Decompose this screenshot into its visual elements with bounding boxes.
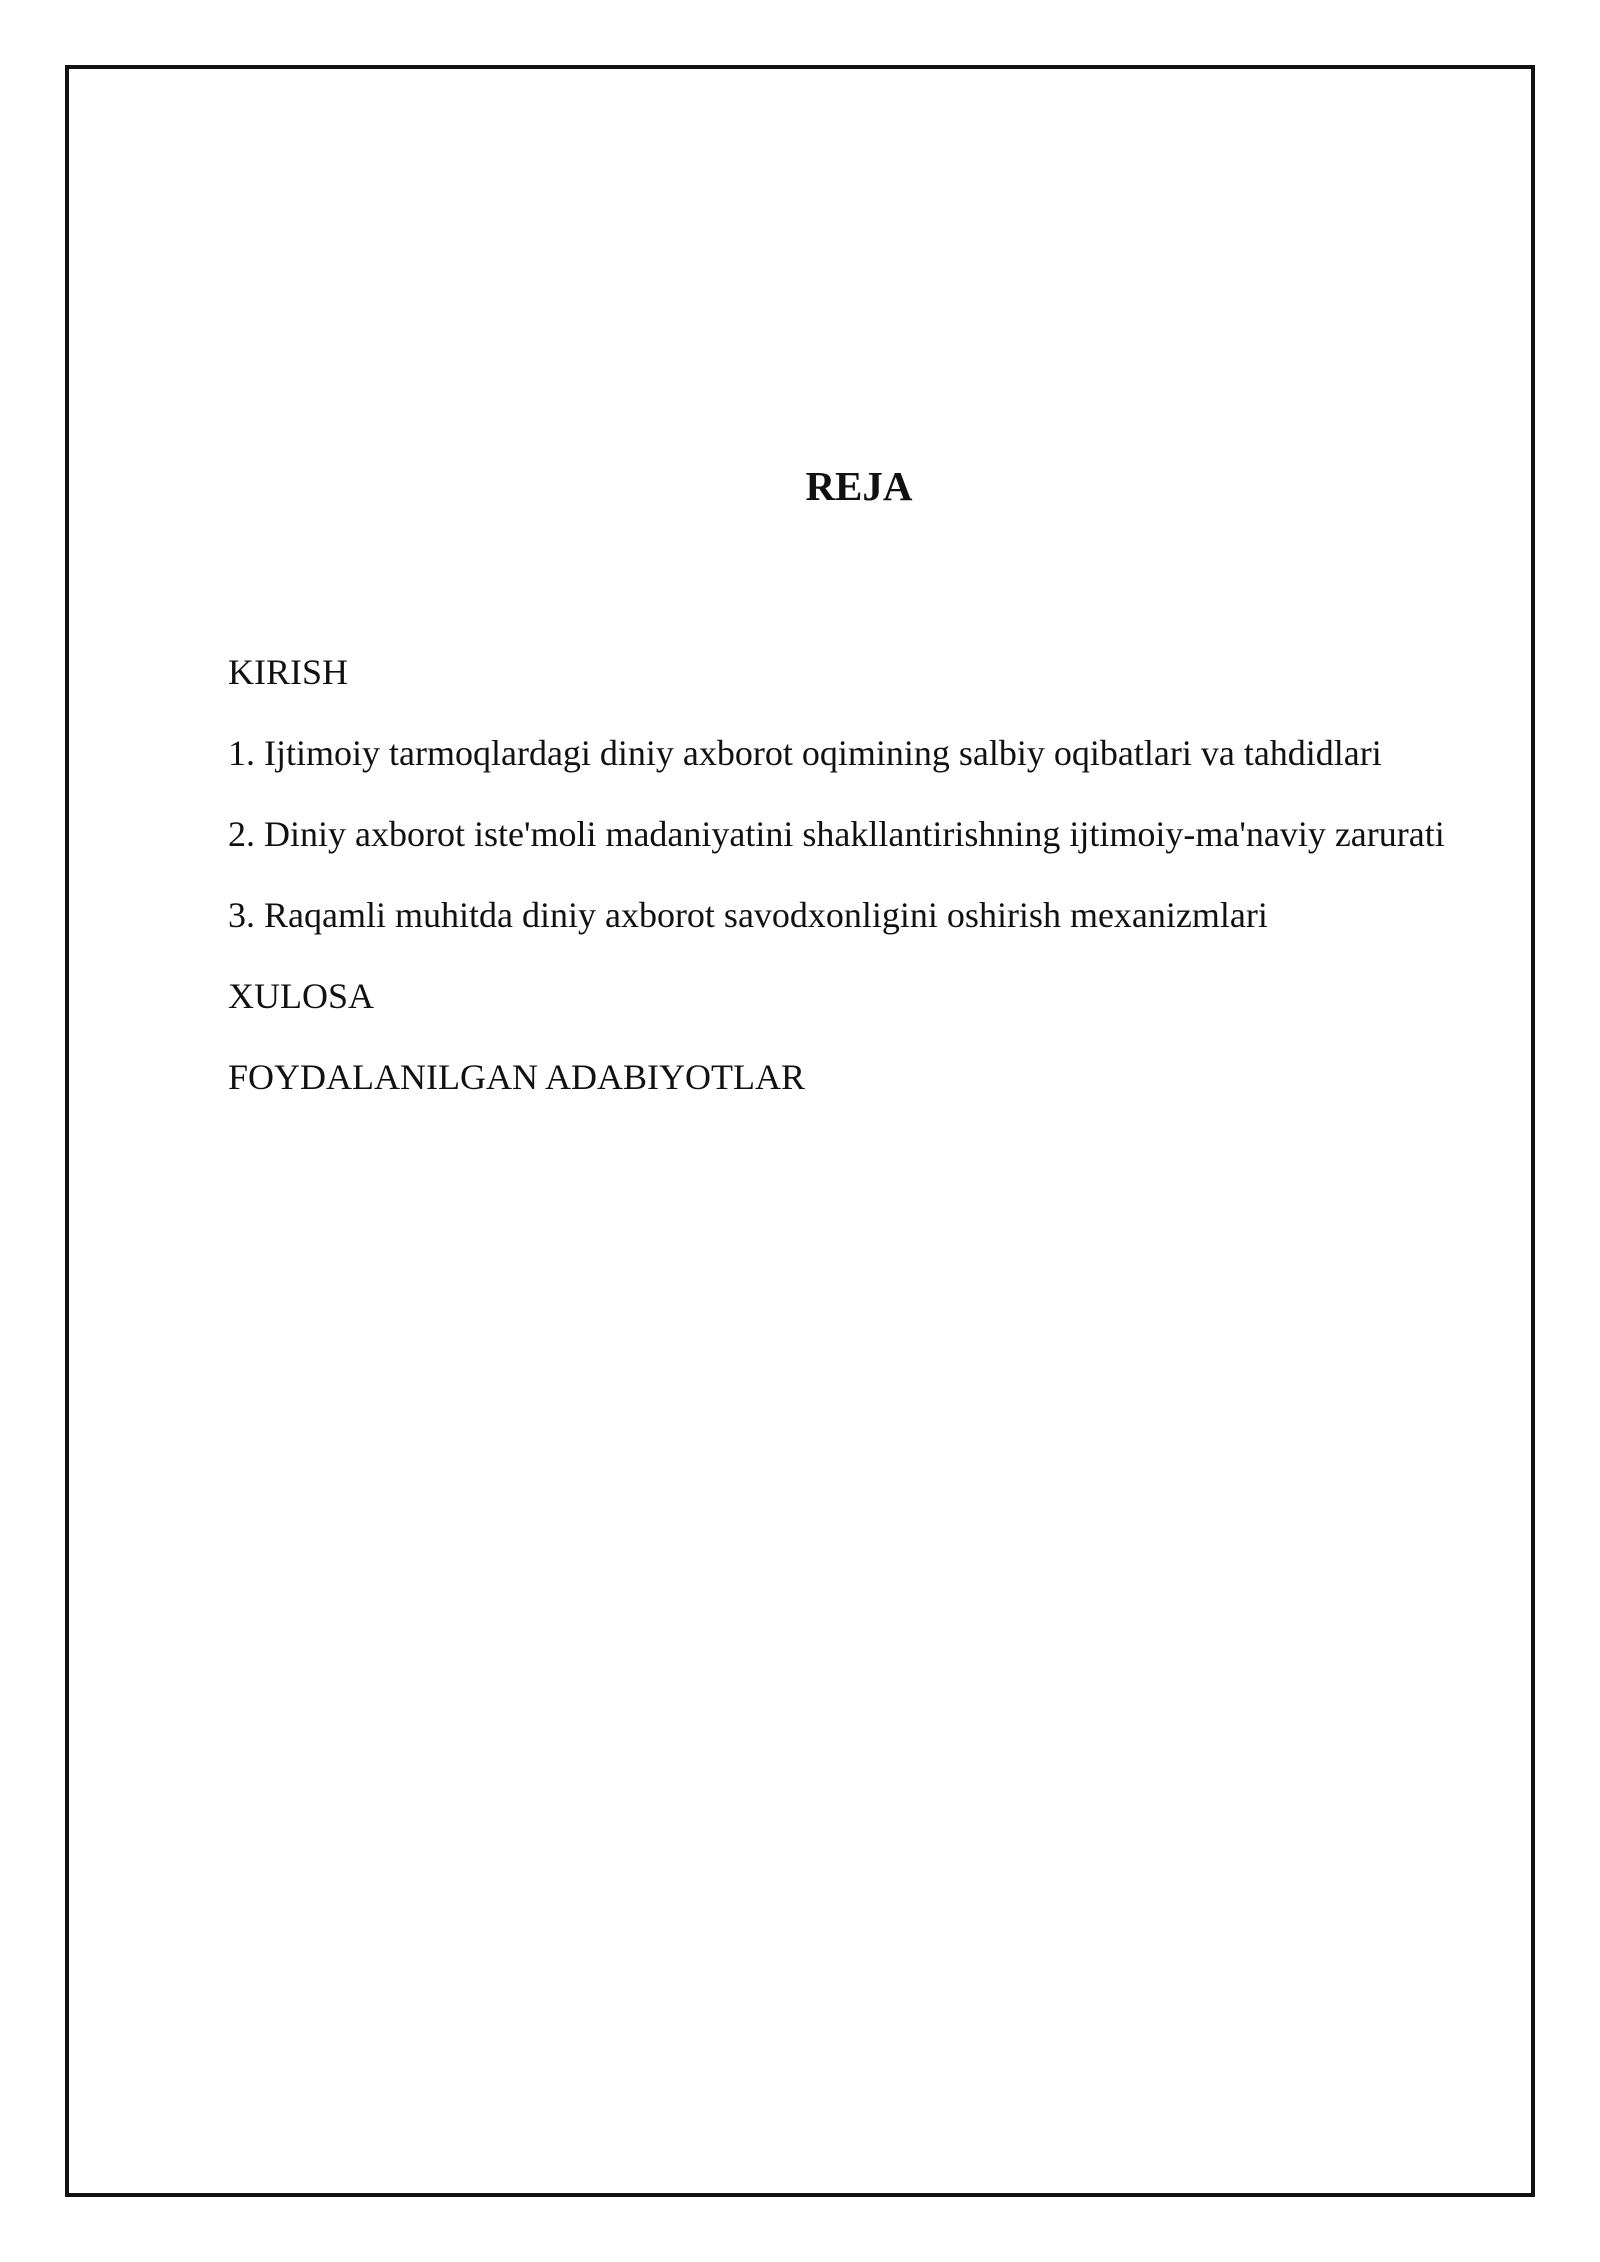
toc-item-conclusion: XULOSA <box>228 976 375 1016</box>
toc-item-section-2: 2. Diniy axborot iste'moli madaniyatini shakllantirishning ijtimoiy-ma'naviy zarurati <box>228 814 1445 854</box>
toc-item-introduction: KIRISH <box>228 652 349 692</box>
page-border <box>65 65 1535 2197</box>
toc-item-references: FOYDALANILGAN ADABIYOTLAR <box>228 1057 805 1097</box>
table-of-contents <box>228 640 1468 1126</box>
page-title: REJA <box>805 463 913 509</box>
toc-item-section-3: 3. Raqamli muhitda diniy axborot savodxonligini oshirish mexanizmlari <box>228 895 1268 935</box>
toc-item-section-1: 1. Ijtimoiy tarmoqlardagi diniy axborot oqimining salbiy oqibatlari va tahdidlari <box>228 733 1382 773</box>
